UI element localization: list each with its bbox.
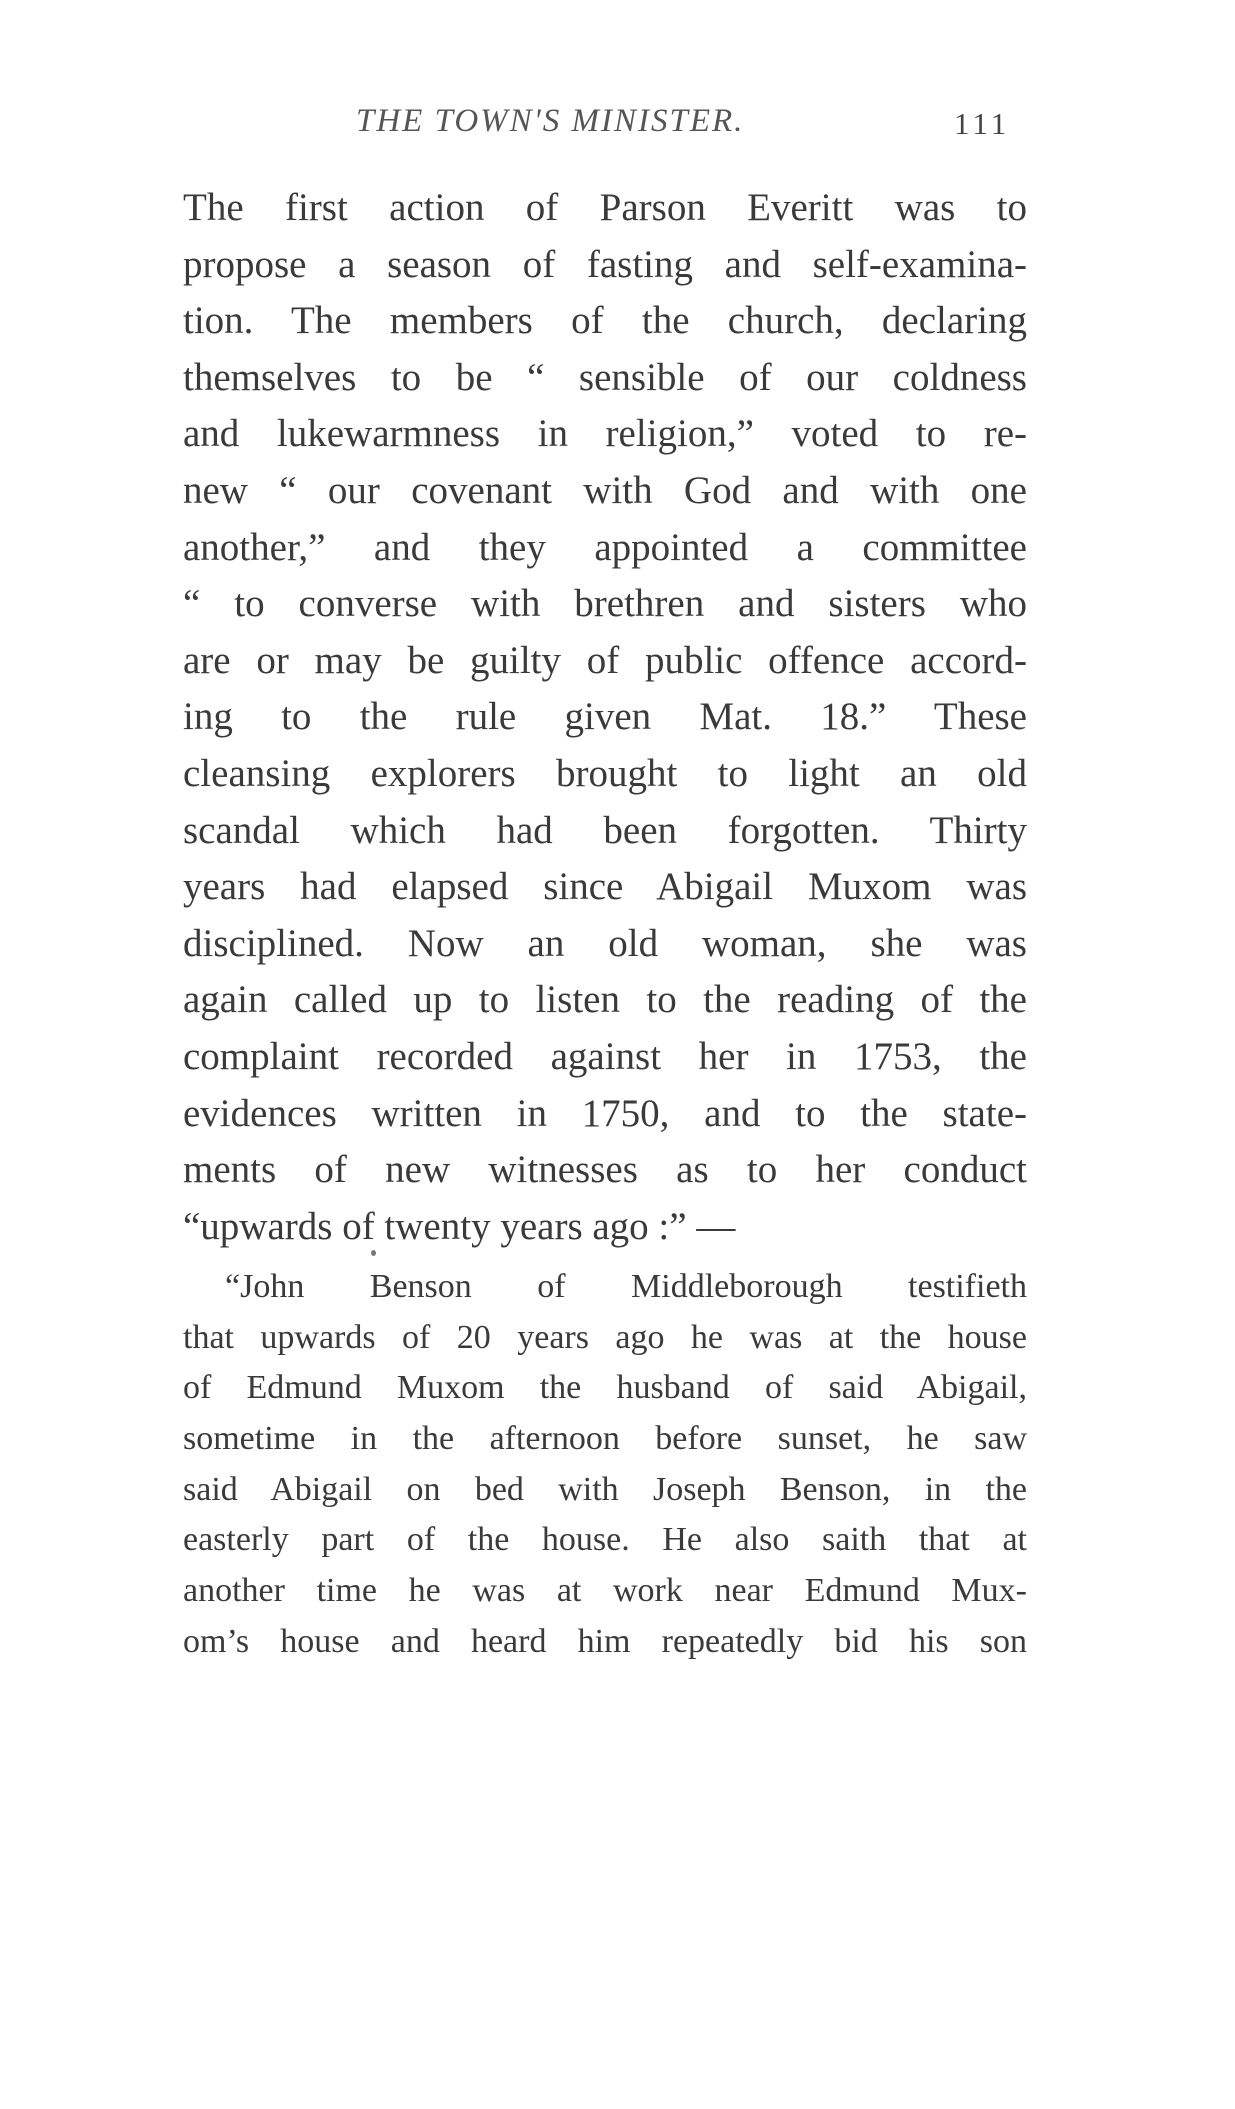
text-line: cleansing explorers brought to light an old	[183, 751, 1027, 795]
text-line: ments of new witnesses as to her conduct	[183, 1148, 1027, 1192]
quote-line: another time he was at work near Edmund Mux-	[183, 1572, 1027, 1610]
main-paragraph	[183, 180, 1027, 1255]
ink-speck	[371, 1250, 376, 1256]
running-title: THE TOWN'S MINISTER.	[356, 103, 745, 139]
text-line: new “ our covenant with God and with one	[183, 468, 1027, 512]
quote-line: om’s house and heard him repeatedly bid his son	[183, 1622, 1027, 1660]
text-line: evidences written in 1750, and to the state-	[183, 1091, 1027, 1135]
quote-line: “John Benson of Middleborough testifieth	[225, 1268, 1027, 1305]
text-line: are or may be guilty of public offence accord-	[183, 638, 1027, 682]
text-line: ing to the rule given Mat. 18.” These	[183, 695, 1027, 739]
text-line: The first action of Parson Everitt was to	[183, 186, 1027, 229]
text-line: propose a season of fasting and self-examina-	[183, 242, 1027, 286]
text-line: another,” and they appointed a committee	[183, 525, 1027, 569]
quote-line: of Edmund Muxom the husband of said Abigail,	[183, 1369, 1027, 1407]
text-line: “upwards of twenty years ago :” —	[183, 1204, 736, 1248]
text-line: scandal which had been forgotten. Thirty	[183, 808, 1027, 852]
text-line: themselves to be “ sensible of our coldness	[183, 355, 1027, 399]
text-line: years had elapsed since Abigail Muxom was	[183, 865, 1027, 909]
running-head	[0, 103, 1235, 143]
quoted-testimony	[183, 1262, 1027, 1668]
page-number: 111	[954, 106, 1011, 141]
quote-line: that upwards of 20 years ago he was at the house	[183, 1318, 1027, 1356]
quote-line: said Abigail on bed with Joseph Benson, in the	[183, 1470, 1027, 1508]
quote-line: easterly part of the house. He also saith that at	[183, 1521, 1027, 1559]
text-line: complaint recorded against her in 1753, the	[183, 1034, 1027, 1078]
text-line: disciplined. Now an old woman, she was	[183, 921, 1027, 965]
quote-line: sometime in the afternoon before sunset, he saw	[183, 1420, 1027, 1458]
text-line: and lukewarmness in religion,” voted to re-	[183, 412, 1027, 456]
text-line: “ to converse with brethren and sisters who	[183, 582, 1027, 626]
text-line: tion. The members of the church, declaring	[183, 299, 1027, 343]
text-line: again called up to listen to the reading of the	[183, 978, 1027, 1022]
